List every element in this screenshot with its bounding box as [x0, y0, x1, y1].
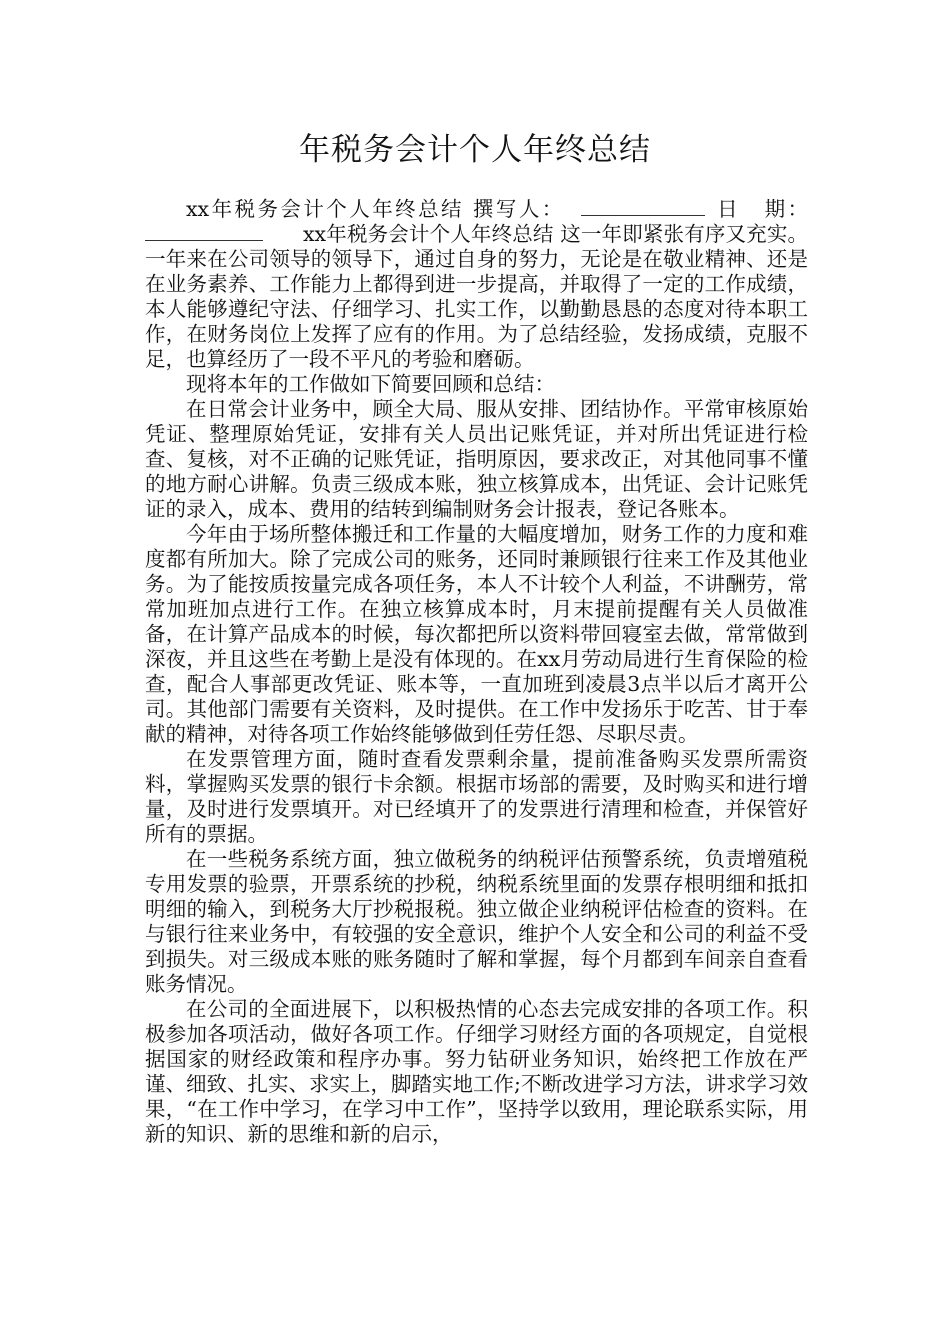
document-body — [145, 197, 808, 1147]
header-lead: xx年税务会计个人年终总结 撰写人： — [186, 197, 565, 221]
body-paragraph: 今年由于场所整体搬迁和工作量的大幅度增加，财务工作的力度和难度都有所加大。除了完成公司的账务，还同时兼顾银行往来工作及其他业务。为了能按质按量完成各项任务，本人不计较个人利益，不讲酬劳，常常加班加点进行工作。在独立核算成本时，月末提前提醒有关人员做准备，在计算产品成本的时候，每次都把所以资料带回寝室去做，常常做到深夜，并且这些在考勤上是没有体现的。在xx月劳动局进行生育保险的检查，配合人事部更改凭证、账本等，一直加班到凌晨3点半以后才离开公司。其他部门需要有关资料，及时提供。在工作中发扬乐于吃苦、甘于奉献的精神，对待各项工作始终能够做到任劳任怨、尽职尽责。 — [145, 522, 808, 746]
intro-text: xx年税务会计个人年终总结 这一年即紧张有序又充实。一年来在公司领导的领导下，通过自身的努力，无论是在敬业精神、还是在业务素养、工作能力上都得到进一步提高，并取得了一定的工作成绩，本人能够遵纪守法、仔细学习、扎实工作，以勤勤恳恳的态度对待本职工作，在财务岗位上发挥了应有的作用。为了总结经验，发扬成绩，克服不足，也算经历了一段不平凡的考验和磨砺。 — [145, 222, 808, 371]
body-paragraph: 在发票管理方面，随时查看发票剩余量，提前准备购买发票所需资料，掌握购买发票的银行卡余额。根据市场部的需要，及时购买和进行增量，及时进行发票填开。对已经填开了的发票进行清理和检查，并保管好所有的票据。 — [145, 747, 808, 846]
body-paragraph: 在一些税务系统方面，独立做税务的纳税评估预警系统，负责增殖税专用发票的验票，开票系统的抄税，纳税系统里面的发票存根明细和抵扣明细的输入，到税务大厅抄税报税。独立做企业纳税评估检查的资料。在与银行往来业务中，有较强的安全意识，维护个人安全和公司的利益不受到损失。对三级成本账的账务随时了解和掌握，每个月都到车间亲自查看账务情况。 — [145, 847, 808, 996]
date-label-1: 日 — [714, 197, 741, 221]
author-blank — [581, 197, 705, 216]
body-paragraph: 在日常会计业务中，顾全大局、服从安排、团结协作。平常审核原始凭证、整理原始凭证，安排有关人员出记账凭证，并对所出凭证进行检查、复核，对不正确的记账凭证，指明原因，要求改正，对其他同事不懂的地方耐心讲解。负责三级成本账，独立核算成本，出凭证、会计记账凭证的录入，成本、费用的结转到编制财务会计报表，登记各账本。 — [145, 397, 808, 521]
document-title: 年税务会计个人年终总结 — [299, 132, 651, 168]
body-paragraph: 在公司的全面进展下，以积极热情的心态去完成安排的各项工作。积极参加各项活动，做好各项工作。仔细学习财经方面的各项规定，自觉根据国家的财经政策和程序办事。努力钻研业务知识，始终把工作放在严谨、细致、扎实、求实上，脚踏实地工作;不断改进学习方法，讲求学习效果，“在工作中学习，在学习中工作”，坚持学以致用，理论联系实际，用新的知识、新的思维和新的启示， — [145, 997, 808, 1146]
body-paragraph: 现将本年的工作做如下简要回顾和总结： — [186, 372, 555, 396]
date-blank — [145, 222, 263, 241]
header-paragraph — [145, 197, 808, 372]
date-label-2: 期： — [762, 197, 809, 221]
